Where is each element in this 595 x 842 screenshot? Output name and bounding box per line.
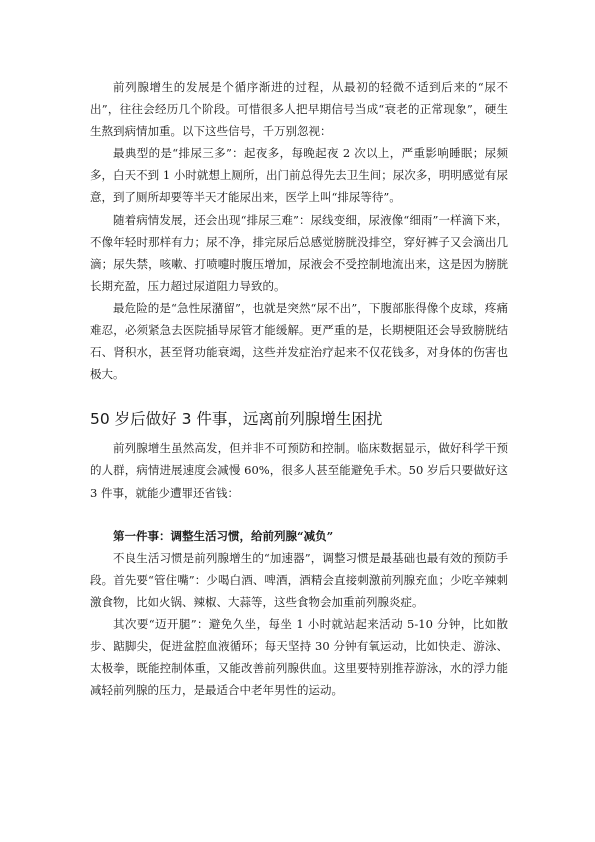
section-heading: 50 岁后做好 3 件事，远离前列腺增生困扰 bbox=[90, 410, 383, 429]
intro-paragraph-4: 最危险的是“急性尿潴留”，也就是突然“尿不出”，下腹部胀得像个皮球，疼痛难忍，必须紧急去医院插导尿管才能缓解。更严重的是，长期梗阻还会导致膀胱结石、肾积水，甚至肾功能衰竭，这些并发症治疗起来不仅花钱多，对身体的伤害也极大。 bbox=[90, 300, 508, 382]
intro-paragraph-1: 前列腺增生的发展是个循序渐进的过程，从最初的轻微不适到后来的“尿不出”，往往会经历几个阶段。可惜很多人把早期信号当成“衰老的正常现象”，硬生生熬到病情加重。以下这些信号，千万别忽视： bbox=[90, 80, 508, 139]
sub-paragraph-2: 其次要“迈开腿”：避免久坐，每坐 1 小时就站起来活动 5-10 分钟，比如散步、踮脚尖，促进盆腔血液循环；每天坚持 30 分钟有氧运动，比如快走、游泳、太极拳，既能控制体重，又能改善前列腺供血。这里要特别推荐游泳，水的浮力能减轻前列腺的压力，是最适合中老年男性的运动。 bbox=[90, 616, 508, 698]
sub-paragraph-1: 不良生活习惯是前列腺增生的“加速器”，调整习惯是最基础也最有效的预防手段。首先要“管住嘴”：少喝白酒、啤酒，酒精会直接刺激前列腺充血；少吃辛辣刺激食物，比如火锅、辣椒、大蒜等，这些食物会加重前列腺炎症。 bbox=[90, 550, 508, 609]
subheading-first-thing: 第一件事：调整生活习惯，给前列腺“减负” bbox=[113, 528, 334, 543]
section-paragraph: 前列腺增生虽然高发，但并非不可预防和控制。临床数据显示，做好科学干预的人群，病情进展速度会减慢 60%，很多人甚至能避免手术。50 岁后只要做好这 3 件事，就能少遭罪还省钱： bbox=[90, 441, 508, 500]
spacer bbox=[90, 385, 508, 406]
spacer bbox=[90, 504, 508, 525]
intro-paragraph-2: 最典型的是“排尿三多”：起夜多，每晚起夜 2 次以上，严重影响睡眠；尿频多，白天不到 1 小时就想上厕所，出门前总得先去卫生间；尿次多，明明感觉有尿意，到了厕所却要等半天才能尿出来，医学上叫“排尿等待”。 bbox=[90, 146, 508, 205]
intro-paragraph-3: 随着病情发展，还会出现“排尿三难”：尿线变细，尿液像“细雨”一样滴下来，不像年轻时那样有力；尿不净，排完尿后总感觉膀胱没排空，穿好裤子又会滴出几滴；尿失禁，咳嗽、打喷嚏时腹压增加，尿液会不受控制地流出来，这是因为膀胱长期充盈，压力超过尿道阻力导致的。 bbox=[90, 212, 508, 293]
document-body bbox=[90, 76, 508, 701]
